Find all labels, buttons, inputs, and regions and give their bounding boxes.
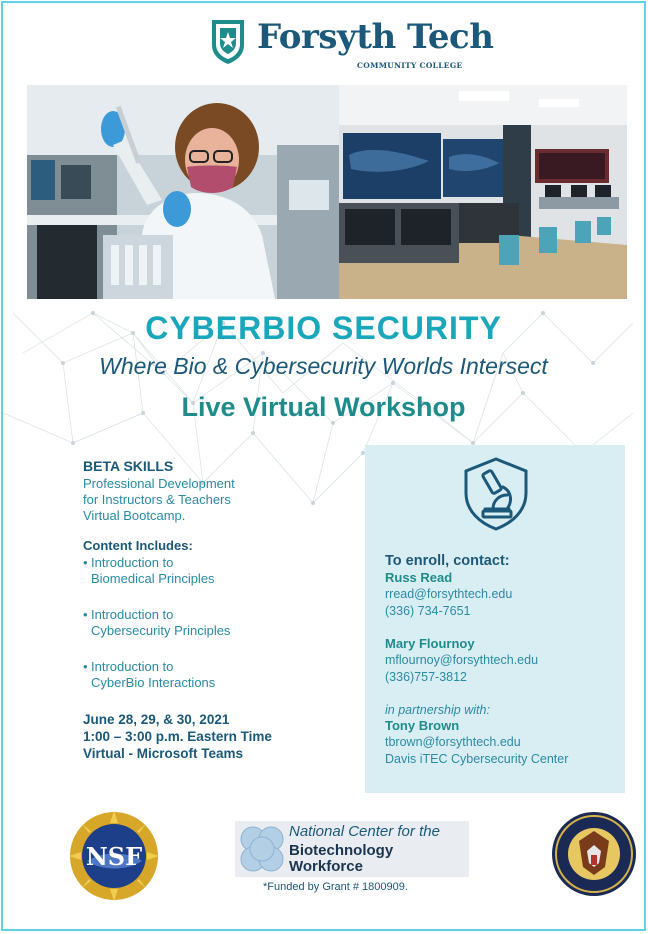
list-item-line: CyberBio Interactions	[91, 675, 216, 690]
nbc-name-line: Biotechnology	[289, 842, 394, 859]
partnership-label: in partnership with:	[385, 703, 490, 717]
event-schedule	[83, 711, 343, 762]
nsf-logo	[67, 809, 161, 903]
partner-email[interactable]: tbrown@forsythtech.edu	[385, 735, 521, 749]
forsyth-tech-logo	[209, 17, 499, 75]
beta-line: for Instructors & Teachers	[83, 492, 231, 507]
partner-name: Tony Brown	[385, 718, 460, 733]
page-subtitle: Where Bio & Cybersecurity Worlds Intersect	[99, 353, 548, 379]
content-list	[83, 555, 343, 691]
event-platform: Virtual - Microsoft Teams	[83, 746, 244, 761]
college-shield-icon	[209, 17, 247, 65]
contact-email[interactable]: rread@forsythtech.edu	[385, 587, 513, 601]
contact-box	[365, 445, 625, 793]
bullet-icon: •	[83, 555, 88, 570]
enroll-heading: To enroll, contact:	[385, 553, 510, 569]
beta-line: Professional Development	[83, 476, 235, 491]
contact-phone: (336) 734-7651	[385, 604, 471, 618]
list-item-line: Introduction to	[91, 607, 174, 622]
flyer-frame	[1, 1, 646, 931]
nbc-circles-icon	[237, 823, 287, 875]
event-time: 1:00 – 3:00 p.m. Eastern Time	[83, 729, 272, 744]
page-title: CYBERBIO SECURITY	[145, 310, 502, 346]
nbc-name-line: Workforce	[289, 858, 363, 875]
contact-name: Mary Flournoy	[385, 636, 475, 651]
college-subtitle: COMMUNITY COLLEGE	[357, 61, 463, 70]
beta-line: Virtual Bootcamp.	[83, 508, 186, 523]
nbc-name-line: National Center for the	[289, 823, 440, 840]
list-item-line: Introduction to	[91, 555, 174, 570]
nsf-text: NSF	[85, 842, 143, 871]
cyber-lab-photo	[339, 85, 627, 299]
beta-skills-heading: BETA SKILLS	[83, 458, 174, 474]
nsa-seal-icon	[551, 811, 637, 897]
list-item-text	[91, 659, 215, 691]
list-item	[83, 659, 343, 691]
microscope-shield-icon	[463, 457, 529, 531]
list-item-line: Biomedical Principles	[91, 571, 215, 586]
contact-email[interactable]: mflournoy@forsythtech.edu	[385, 653, 539, 667]
list-item	[83, 607, 343, 639]
partner-org: Davis iTEC Cybersecurity Center	[385, 752, 569, 766]
workshop-heading: Live Virtual Workshop	[181, 392, 466, 422]
list-item-text	[91, 607, 230, 639]
contact-phone: (336)757-3812	[385, 670, 468, 684]
bullet-icon: •	[83, 659, 88, 674]
nbc-logo	[235, 821, 469, 877]
contact-details	[385, 552, 621, 768]
college-name: Forsyth Tech	[257, 17, 494, 57]
list-item-line: Cybersecurity Principles	[91, 623, 231, 638]
grant-note: *Funded by Grant # 1800909.	[263, 881, 408, 893]
beta-description	[83, 476, 343, 524]
program-details	[83, 458, 343, 762]
content-heading: Content Includes:	[83, 538, 193, 553]
bullet-icon: •	[83, 607, 88, 622]
lab-photo	[27, 85, 339, 299]
contact-name: Russ Read	[385, 570, 453, 585]
event-dates: June 28, 29, & 30, 2021	[83, 712, 230, 727]
list-item	[83, 555, 343, 587]
list-item-line: Introduction to	[91, 659, 174, 674]
list-item-text	[91, 555, 215, 587]
